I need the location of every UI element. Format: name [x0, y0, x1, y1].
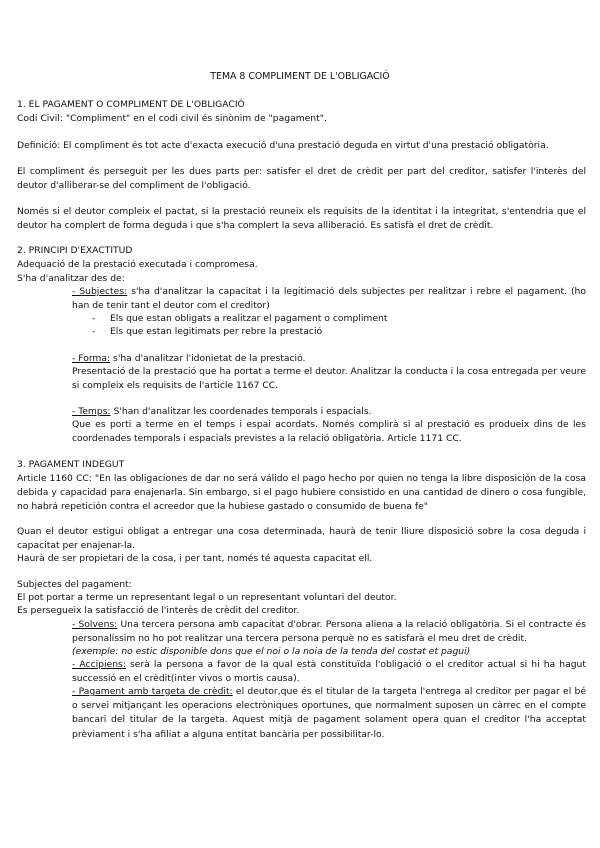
list-item: [92, 325, 572, 339]
section-3-heading: 3. PAGAMENT INDEGUT: [17, 459, 125, 470]
section-2-line-1: Adequació de la prestació executada i compromesa.: [17, 259, 258, 270]
bullet-dash: -: [92, 313, 96, 324]
solvens-example: (exemple: no estic disponible dons que el noi o la noia de la tenda del costat et pagui): [72, 646, 471, 657]
section-1-heading: 1. EL PAGAMENT O COMPLIMENT DE L'OBLIGACIÓ: [17, 99, 245, 110]
subjectes-line-1: El pot portar a terme un representant legal o un representant voluntari del deutor.: [17, 592, 397, 603]
solvens-label: - Solvens:: [72, 619, 118, 630]
bullet-text: Els que estan obligats a realitzar el pagament o compliment: [110, 313, 388, 324]
subjectes-text: s'ha d'analitzar la capacitat i la legitimació dels subjectes per realitzar i rebre el pagament. (ho han de tenir tant el deutor com el creditor): [72, 286, 586, 312]
section-3-paragraph-1: Quan el deutor estigui obligat a entregar una cosa determinada, haurà de tenir lliure disposició sobre la cosa deguda i capacitat per enajenar-la.: [17, 526, 586, 552]
temps-text: S'han d'analitzar les coordenades temporals i espacials.: [110, 406, 372, 417]
targeta-label: - Pagament amb targeta de crèdit:: [72, 686, 233, 697]
section-1-paragraph-3: Només si el deutor compleix el pactat, si la prestació reuneix els requisits de la identitat i la integritat, s'entendria que el deutor ha complert de forma deguda i que s'ha complert la seva alliberació. Es satisfà el dret de crèdit.: [17, 206, 586, 232]
forma-paragraph: Presentació de la prestació que ha portat a terme el deutor. Analitzar la conducta i la cosa entregada per veure si compleix els requisits de l'article 1167 CC.: [72, 366, 586, 392]
section-3-paragraph-2: Haurà de ser propietari de la cosa, i per tant, només té aquesta capacitat ell.: [17, 553, 373, 564]
article-1160-quote: Article 1160 CC: "En las obligaciones de dar no será válido el pago hecho por quien no tenga la libre disposición de la cosa debida y capacidad para enajenarla. Sin embargo, si el pago hubiere consistido en una cantidad de dinero o cosa fungible, no habrá repetición contra el acreedor que la hubiese gastado o consumido de buena fe": [17, 473, 586, 513]
forma-label: - Forma:: [72, 353, 111, 364]
section-2-heading: 2. PRINCIPI D'EXACTITUD: [17, 245, 133, 256]
targeta-item: [72, 685, 586, 742]
bullet-text: Els que estan legitimats per rebre la prestació: [110, 326, 323, 337]
bullet-dash: -: [92, 326, 96, 337]
page-title: TEMA 8 COMPLIMENT DE L'OBLIGACIÓ: [210, 71, 390, 82]
subjectes-pagament-heading: Subjectes del pagament:: [17, 579, 132, 590]
targeta-text: el deutor,que és el titular de la targeta l'entrega al creditor per pagar el bé o servei mitjançant les operacions electròniques oportunes, que normalment suposen un càrrec en el compte bancari del titular de la targeta. Aquest mitjà de pagament solament opera quan el creditor l'ha acceptat prèviament i s'ha afiliat a alguna entitat bancària per possibilitar-lo.: [72, 686, 586, 740]
accipiens-label: - Accipiens:: [72, 659, 126, 670]
section-1-line: Codi Civil: "Compliment" en el codi civil és sinònim de "pagament".: [17, 113, 327, 124]
subjectes-label: - Subjectes:: [72, 286, 128, 297]
temps-paragraph: Que es porti a terme en el temps i espai acordats. Només complirà si al prestació es produeix dins de les coordenades temporals i espacials previstes a la relació obligatòria. Article 1171 CC.: [72, 419, 586, 445]
subjectes-line-2: Es persegueix la satisfacció de l'interès de crèdit del creditor.: [17, 605, 300, 616]
accipiens-item: [72, 658, 586, 686]
accipiens-text: serà la persona a favor de la qual està constituïda l'obligació o el creditor actual si hi ha hagut successió en el crèdit(inter vivos o mortis causa).: [72, 659, 586, 685]
solvens-item: [72, 618, 586, 646]
section-2-line-2: S'ha d'analitzar des de:: [17, 273, 125, 284]
forma-text: s'ha d'analitzar l'idonietat de la prestació.: [110, 353, 306, 364]
definition-paragraph: Definició: El compliment és tot acte d'exacta execució d'una prestació deguda en virtut d'una prestació obligatòria.: [17, 140, 549, 151]
temps-label: - Temps:: [72, 406, 111, 417]
subjectes-item: [72, 285, 586, 313]
solvens-text: Una tercera persona amb capacitat d'obrar. Persona aliena a la relació obligatòria. Si el contracte és personalíssim no ho pot realitzar una tercera persona perquè no es satisfarà el meu dret de crèdit.: [72, 619, 586, 645]
section-1-paragraph-2: El compliment és perseguit per les dues parts per: satisfer el dret de crèdit per part del creditor, satisfer l'interès del deutor d'alliberar-se del compliment de l'obligació.: [17, 166, 586, 192]
